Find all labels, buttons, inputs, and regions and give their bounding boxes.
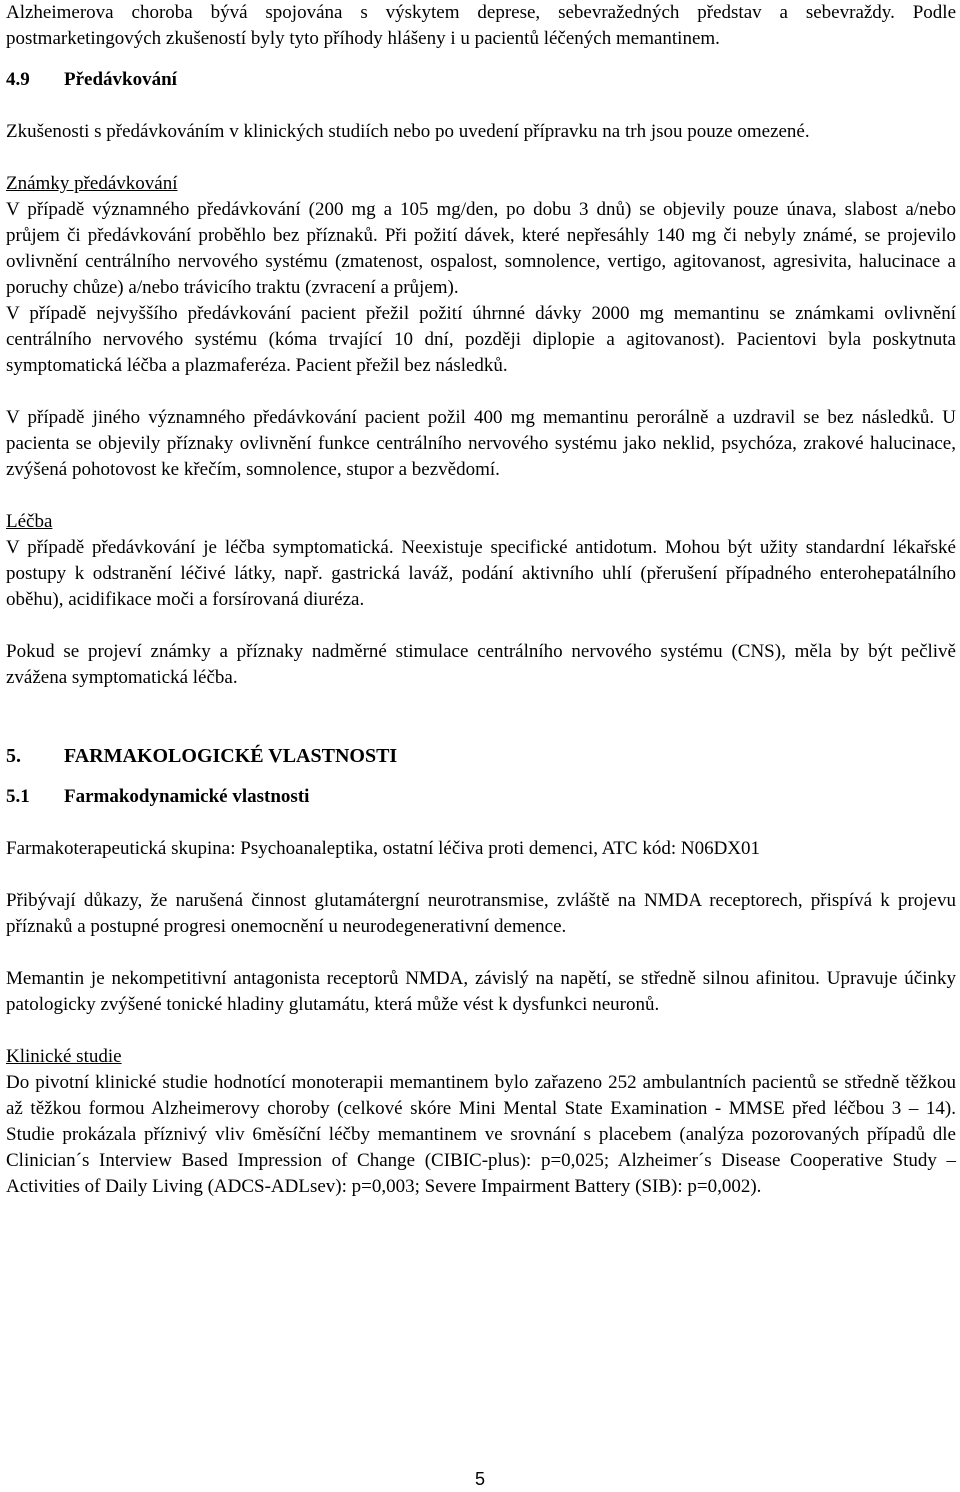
section-number: 4.9 (6, 69, 30, 90)
other-overdose-paragraph: V případě jiného významného předávkování pacient požil 400 mg memantinu perorálně a uzdravil se bez následků. U pacienta se objevily příznaky ovlivnění funkce centrálního nervového systému jako neklid, psychóza, zrakové halucinace, zvýšená pohotovost ke křečím, somnolence, stupor a bezvědomí. (6, 407, 956, 480)
section-5-heading (6, 743, 956, 769)
treatment-subheading: Léčba (6, 511, 53, 532)
clinical-studies-paragraph: Do pivotní klinické studie hodnotící monoterapii memantinem bylo zařazeno 252 ambulantních pacientů se středně těžkou až těžkou formou Alzheimerovy choroby (celkové skóre Mini Mental State Examination - MMSE před léčbou 3 – 14). Studie prokázala příznivý vliv 6měsíční léčby memantinem ve srovnání s placebem (analýza pozorovaných případů dle Clinician´s Interview Based Impression of Change (CIBIC-plus): p=0,025; Alzheimer´s Disease Cooperative Study – Activities of Daily Living (ADCS-ADLsev): p=0,003; Severe Impairment Battery (SIB): p=0,002). (6, 1072, 956, 1197)
overdose-experience-paragraph: Zkušenosti s předávkováním v klinických studiích nebo po uvedení přípravku na trh jsou pouze omezené. (6, 121, 810, 142)
glutamate-evidence-paragraph: Přibývají důkazy, že narušená činnost glutamátergní neurotransmise, zvláště na NMDA receptorech, přispívá k projevu příznaků a postupné progresi onemocnění u neurodegenerativní demence. (6, 890, 956, 937)
overdose-signs-subheading: Známky předávkování (6, 173, 178, 194)
section-number: 5. (6, 745, 21, 767)
section-title: Farmakodynamické vlastnosti (64, 786, 310, 807)
section-title: FARMAKOLOGICKÉ VLASTNOSTI (64, 745, 398, 767)
treatment-paragraph: V případě předávkování je léčba symptomatická. Neexistuje specifické antidotum. Mohou být užity standardní lékařské postupy k odstranění léčivé látky, např. gastrická laváž, podání aktivního uhlí (přerušení případného enterohepatálního oběhu), acidifikace moči a forsírovaná diuréza. (6, 537, 956, 610)
document-page (6, 0, 956, 1200)
memantine-mechanism-paragraph: Memantin je nekompetitivní antagonista receptorů NMDA, závislý na napětí, se středně silnou afinitou. Upravuje účinky patologicky zvýšené tonické hladiny glutamátu, která může vést k dysfunkci neuronů. (6, 968, 956, 1015)
pharmacotherapeutic-group-paragraph: Farmakoterapeutická skupina: Psychoanaleptika, ostatní léčiva proti demenci, ATC kód: N06DX01 (6, 838, 761, 859)
cns-stimulation-paragraph: Pokud se projeví známky a příznaky nadměrné stimulace centrálního nervového systému (CNS), měla by být pečlivě zvážena symptomatická léčba. (6, 641, 956, 688)
section-number: 5.1 (6, 786, 30, 807)
section-4-9-heading (6, 67, 956, 93)
page-number: 5 (474, 1469, 485, 1489)
highest-overdose-paragraph: V případě nejvyššího předávkování pacient přežil požití úhrnné dávky 2000 mg memantinu se známkami ovlivnění centrálního nervového systému (kóma trvající 10 dní, později diplopie a agitovanost). Pacientovi byla poskytnuta symptomatická léčba a plazmaferéza. Pacient přežil bez následků. (6, 303, 956, 376)
section-title: Předávkování (64, 69, 177, 90)
clinical-studies-subheading: Klinické studie (6, 1046, 122, 1067)
overdose-signs-paragraph: V případě významného předávkování (200 mg a 105 mg/den, po dobu 3 dnů) se objevily pouze únava, slabost a/nebo průjem či předávkování proběhlo bez příznaků. Při požití dávek, které nepřesáhly 140 mg či nebyly známé, se projevilo ovlivnění centrálního nervového systému (zmatenost, ospalost, somnolence, vertigo, agitovanost, agresivita, halucinace a poruchy chůze) a/nebo trávicího traktu (zvracení a průjem). (6, 199, 956, 298)
intro-paragraph: Alzheimerova choroba bývá spojována s výskytem deprese, sebevražedných představ a sebevraždy. Podle postmarketingových zkušeností byly tyto příhody hlášeny i u pacientů léčených memantinem. (6, 2, 956, 49)
section-5-1-heading (6, 784, 956, 810)
